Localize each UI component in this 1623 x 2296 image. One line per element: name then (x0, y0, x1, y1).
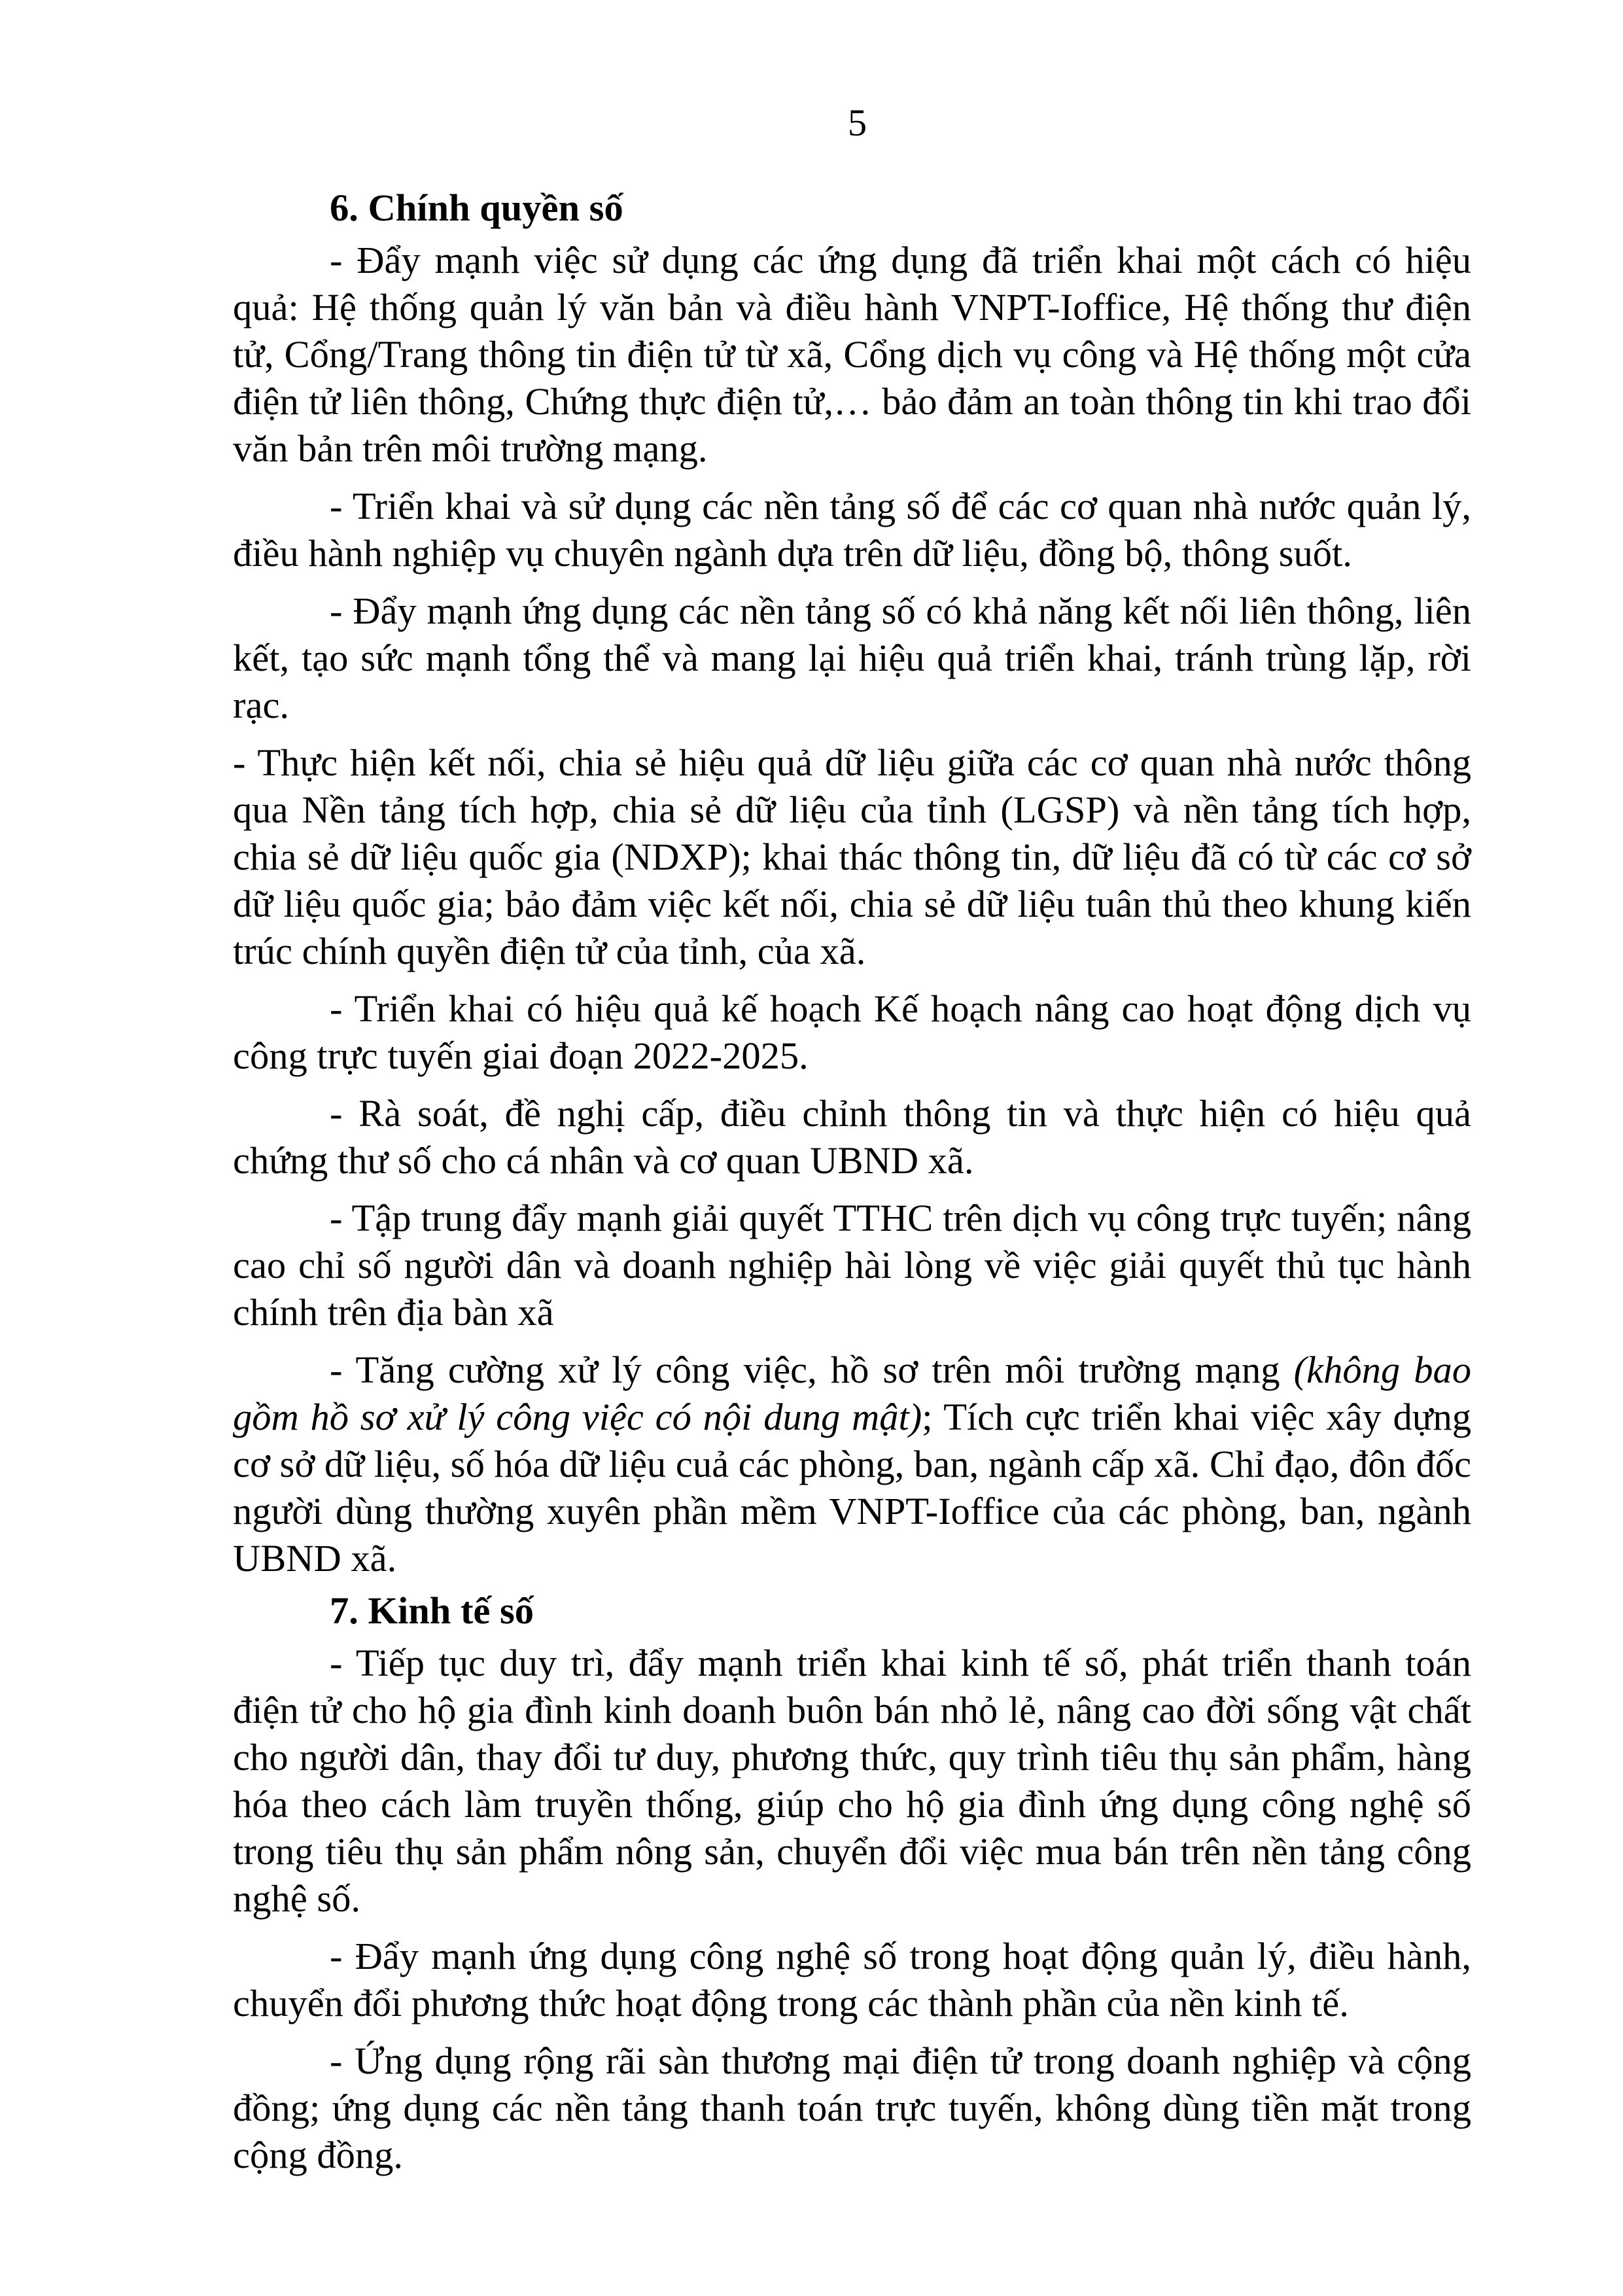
paragraph: - Triển khai có hiệu quả kế hoạch Kế hoạch nâng cao hoạt động dịch vụ công trực tuyến giai đoạn 2022-2025. (233, 987, 1471, 1077)
paragraph-text-after: ; Tích cực triển khai việc xây dựng cơ sở dữ liệu, số hóa dữ liệu cuả các phòng, ban, ngành cấp xã. Chỉ đạo, đôn đốc người dùng thường xuyên phần mềm VNPT-Ioffice của các phòng, ban, ngành UBND xã. (233, 1396, 1472, 1580)
paragraph: - Thực hiện kết nối, chia sẻ hiệu quả dữ liệu giữa các cơ quan nhà nước thông qua Nền tảng tích hợp, chia sẻ dữ liệu của tỉnh (LGSP) và nền tảng tích hợp, chia sẻ dữ liệu quốc gia (NDXP); khai thác thông tin, dữ liệu đã có từ các cơ sở dữ liệu quốc gia; bảo đảm việc kết nối, chia sẻ dữ liệu tuân thủ theo khung kiến trúc chính quyền điện tử của tỉnh, của xã. (233, 741, 1471, 972)
paragraph: - Rà soát, đề nghị cấp, điều chỉnh thông tin và thực hiện có hiệu quả chứng thư số cho cá nhân và cơ quan UBND xã. (233, 1092, 1471, 1182)
paragraph: - Tiếp tục duy trì, đẩy mạnh triển khai kinh tế số, phát triển thanh toán điện tử cho hộ gia đình kinh doanh buôn bán nhỏ lẻ, nâng cao đời sống vật chất cho người dân, thay đổi tư duy, phương thức, quy trình tiêu thụ sản phẩm, hàng hóa theo cách làm truyền thống, giúp cho hộ gia đình ứng dụng công nghệ số trong tiêu thụ sản phẩm nông sản, chuyển đổi việc mua bán trên nền tảng công nghệ số. (233, 1642, 1471, 1920)
section-kinh-te-so (233, 1587, 1471, 2179)
section-chinh-quyen-so (233, 185, 1471, 1582)
paragraph: - Ứng dụng rộng rãi sàn thương mại điện tử trong doanh nghiệp và cộng đồng; ứng dụng các nền tảng thanh toán trực tuyến, không dùng tiền mặt trong cộng đồng. (233, 2040, 1471, 2176)
paragraph: - Tập trung đẩy mạnh giải quyết TTHC trên dịch vụ công trực tuyến; nâng cao chỉ số người dân và doanh nghiệp hài lòng về việc giải quyết thủ tục hành chính trên địa bàn xã (233, 1197, 1471, 1333)
paragraph: - Đẩy mạnh ứng dụng các nền tảng số có khả năng kết nối liên thông, liên kết, tạo sức mạnh tổng thể và mang lại hiệu quả triển khai, tránh trùng lặp, rời rạc. (233, 590, 1471, 726)
section-heading: 7. Kinh tế số (330, 1589, 534, 1632)
section-heading: 6. Chính quyền số (330, 186, 623, 229)
paragraph: - Triển khai và sử dụng các nền tảng số để các cơ quan nhà nước quản lý, điều hành nghiệp vụ chuyên ngành dựa trên dữ liệu, đồng bộ, thông suốt. (233, 485, 1471, 574)
page-number: 5 (847, 101, 867, 144)
paragraph-text-before: - Tăng cường xử lý công việc, hồ sơ trên môi trường mạng (330, 1349, 1294, 1391)
paragraph: - Đẩy mạnh ứng dụng công nghệ số trong hoạt động quản lý, điều hành, chuyển đổi phương thức hoạt động trong các thành phần của nền kinh tế. (233, 1935, 1471, 2024)
paragraph-mixed (233, 1347, 1471, 1582)
paragraph-italic-note: (không bao gồm hồ sơ xử lý công việc có nội dung mật) (233, 1349, 1471, 1438)
paragraph: - Đẩy mạnh việc sử dụng các ứng dụng đã triển khai một cách có hiệu quả: Hệ thống quản lý văn bản và điều hành VNPT-Ioffice, Hệ thống thư điện tử, Cổng/Trang thông tin điện tử từ xã, Cổng dịch vụ công và Hệ thống một cửa điện tử liên thông, Chứng thực điện tử,… bảo đảm an toàn thông tin khi trao đổi văn bản trên môi trường mạng. (233, 239, 1471, 470)
document-body (233, 185, 1471, 2184)
